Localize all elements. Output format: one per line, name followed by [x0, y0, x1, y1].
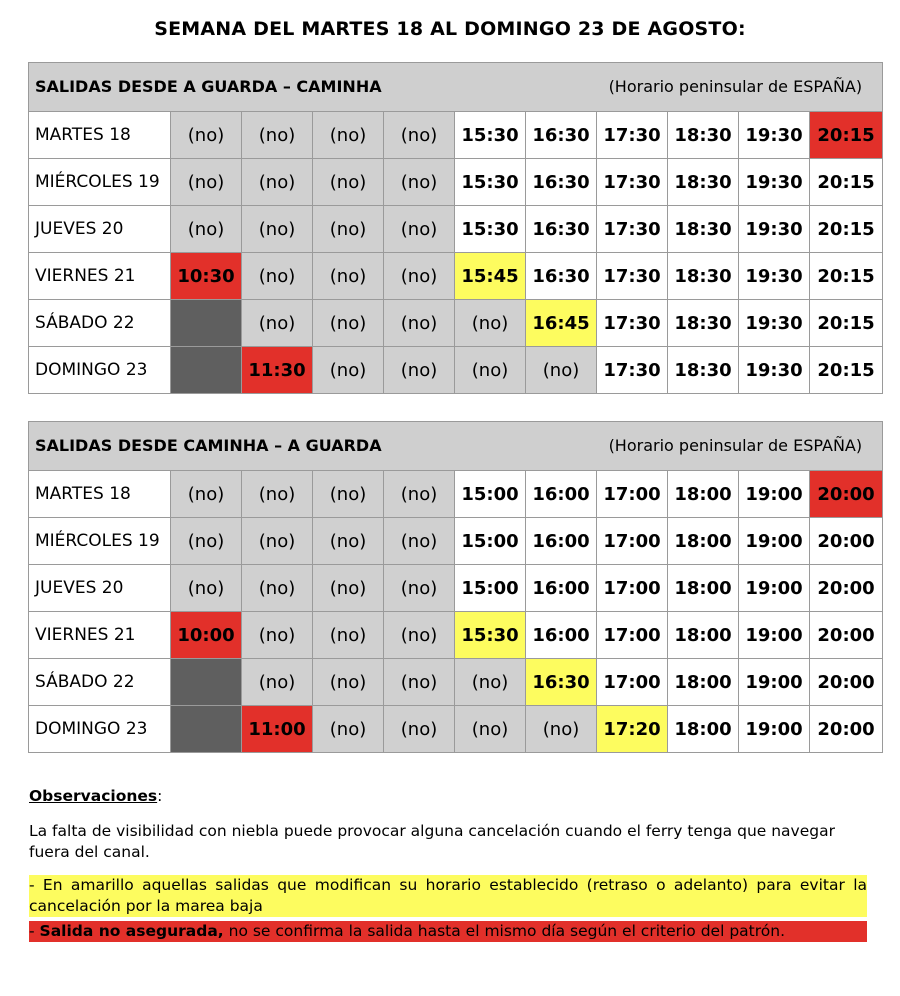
day-label: JUEVES 20: [29, 206, 171, 253]
departure-cell: (no): [171, 471, 242, 518]
departure-cell: 19:30: [739, 253, 810, 300]
departure-cell: 20:00: [810, 518, 883, 565]
observations-paragraph: La falta de visibilidad con niebla puede provocar alguna cancelación cuando el ferry tenga que navegar fuera del canal.: [29, 822, 835, 861]
departure-cell: 17:00: [597, 565, 668, 612]
table-row: [29, 518, 883, 565]
departure-cell: 19:30: [739, 206, 810, 253]
departure-cell: (no): [384, 206, 455, 253]
departure-cell: 20:15: [810, 206, 883, 253]
departure-cell: (no): [384, 253, 455, 300]
day-label: VIERNES 21: [29, 253, 171, 300]
departure-cell: (no): [384, 347, 455, 394]
departure-cell: 19:30: [739, 347, 810, 394]
departure-cell: (no): [455, 706, 526, 753]
departure-cell: (no): [384, 659, 455, 706]
departure-cell: 20:00: [810, 471, 883, 518]
departure-cell: 16:30: [526, 112, 597, 159]
departure-cell: 19:30: [739, 159, 810, 206]
departure-cell: 18:30: [668, 300, 739, 347]
departure-cell: 11:30: [242, 347, 313, 394]
departure-cell: (no): [242, 159, 313, 206]
departure-cell: (no): [384, 565, 455, 612]
departure-cell: 18:30: [668, 159, 739, 206]
day-label: DOMINGO 23: [29, 347, 171, 394]
departure-cell: (no): [242, 112, 313, 159]
departure-cell: (no): [171, 159, 242, 206]
departure-cell: (no): [313, 159, 384, 206]
departure-cell: (no): [242, 300, 313, 347]
departure-cell: (no): [526, 706, 597, 753]
observations-title: Observaciones: [29, 787, 158, 805]
departure-cell: (no): [313, 471, 384, 518]
day-label: JUEVES 20: [29, 565, 171, 612]
departure-cell: (no): [242, 565, 313, 612]
table-header: [29, 63, 883, 112]
departure-cell: (no): [384, 471, 455, 518]
departure-cell: (no): [384, 518, 455, 565]
departure-cell: (no): [313, 112, 384, 159]
departure-cell: 17:30: [597, 159, 668, 206]
departure-cell: 20:00: [810, 612, 883, 659]
departure-cell: 15:45: [455, 253, 526, 300]
table-row: [29, 347, 883, 394]
departure-cell: (no): [242, 206, 313, 253]
departure-cell: (no): [313, 659, 384, 706]
table-row: [29, 471, 883, 518]
table-row: [29, 659, 883, 706]
departure-cell: 18:30: [668, 206, 739, 253]
table-row: [29, 159, 883, 206]
departure-cell: 20:15: [810, 300, 883, 347]
departure-cell: 19:00: [739, 565, 810, 612]
departure-cell: 15:30: [455, 112, 526, 159]
day-label: DOMINGO 23: [29, 706, 171, 753]
departure-cell: 16:30: [526, 159, 597, 206]
departure-cell: 20:15: [810, 159, 883, 206]
departure-cell: 20:00: [810, 565, 883, 612]
schedule-table-caminha-guarda: [28, 421, 883, 753]
blocked-cell: [171, 659, 242, 706]
departure-cell: 16:30: [526, 253, 597, 300]
departure-cell: (no): [384, 159, 455, 206]
departure-cell: 15:00: [455, 565, 526, 612]
departure-cell: 19:00: [739, 612, 810, 659]
departure-cell: 17:00: [597, 659, 668, 706]
departure-cell: (no): [384, 112, 455, 159]
departure-cell: (no): [171, 206, 242, 253]
departure-cell: 16:00: [526, 471, 597, 518]
yellow-note: - En amarillo aquellas salidas que modifican su horario establecido (retraso o adelanto) para evitar la cancelación por la marea baja: [29, 876, 867, 915]
departure-cell: (no): [455, 347, 526, 394]
departure-cell: 18:00: [668, 612, 739, 659]
departure-cell: 19:00: [739, 706, 810, 753]
table-header-title: SALIDAS DESDE A GUARDA – CAMINHA: [35, 77, 382, 96]
departure-cell: (no): [242, 518, 313, 565]
departure-cell: 15:30: [455, 159, 526, 206]
departure-cell: (no): [171, 112, 242, 159]
departure-cell: (no): [384, 706, 455, 753]
red-note-prefix: -: [29, 922, 40, 940]
day-label: VIERNES 21: [29, 612, 171, 659]
departure-cell: (no): [384, 612, 455, 659]
departure-cell: (no): [313, 565, 384, 612]
departure-cell: 17:30: [597, 347, 668, 394]
departure-cell: 17:20: [597, 706, 668, 753]
departure-cell: 10:30: [171, 253, 242, 300]
table-row: [29, 612, 883, 659]
departure-cell: 20:15: [810, 112, 883, 159]
departure-cell: 17:00: [597, 612, 668, 659]
departure-cell: 18:00: [668, 659, 739, 706]
departure-cell: (no): [313, 706, 384, 753]
departure-cell: 18:00: [668, 471, 739, 518]
departure-cell: (no): [313, 300, 384, 347]
table-header-title: SALIDAS DESDE CAMINHA – A GUARDA: [35, 436, 382, 455]
departure-cell: 16:00: [526, 565, 597, 612]
departure-cell: 17:00: [597, 518, 668, 565]
day-label: SÁBADO 22: [29, 659, 171, 706]
departure-cell: 17:00: [597, 471, 668, 518]
departure-cell: 17:30: [597, 300, 668, 347]
departure-cell: 20:00: [810, 706, 883, 753]
departure-cell: 18:30: [668, 112, 739, 159]
table-header-note: (Horario peninsular de ESPAÑA): [608, 436, 863, 455]
departure-cell: 18:00: [668, 706, 739, 753]
page-title: SEMANA DEL MARTES 18 AL DOMINGO 23 DE AGOSTO:: [154, 18, 746, 40]
departure-cell: 19:00: [739, 518, 810, 565]
departure-cell: 11:00: [242, 706, 313, 753]
departure-cell: 18:00: [668, 565, 739, 612]
departure-cell: (no): [313, 206, 384, 253]
day-label: MARTES 18: [29, 471, 171, 518]
departure-cell: 16:00: [526, 518, 597, 565]
table-row: [29, 253, 883, 300]
departure-cell: 15:30: [455, 206, 526, 253]
observations-title-colon: :: [157, 787, 163, 805]
departure-cell: 17:30: [597, 112, 668, 159]
departure-cell: 10:00: [171, 612, 242, 659]
departure-cell: (no): [313, 253, 384, 300]
departure-cell: (no): [242, 659, 313, 706]
departure-cell: 15:00: [455, 518, 526, 565]
day-label: MIÉRCOLES 19: [29, 159, 171, 206]
departure-cell: 16:45: [526, 300, 597, 347]
departure-cell: 17:30: [597, 253, 668, 300]
observations-section: [29, 786, 867, 942]
red-note: [29, 921, 867, 942]
departure-cell: 15:00: [455, 471, 526, 518]
departure-cell: (no): [313, 518, 384, 565]
day-label: SÁBADO 22: [29, 300, 171, 347]
departure-cell: (no): [171, 518, 242, 565]
blocked-cell: [171, 300, 242, 347]
table-header: [29, 422, 883, 471]
departure-cell: (no): [313, 347, 384, 394]
departure-cell: (no): [242, 253, 313, 300]
departure-cell: (no): [313, 612, 384, 659]
departure-cell: 18:00: [668, 518, 739, 565]
departure-cell: 18:30: [668, 347, 739, 394]
table-row: [29, 565, 883, 612]
departure-cell: (no): [242, 612, 313, 659]
table-row: [29, 706, 883, 753]
departure-cell: 20:00: [810, 659, 883, 706]
departure-cell: 19:00: [739, 471, 810, 518]
departure-cell: 15:30: [455, 612, 526, 659]
departure-cell: 18:30: [668, 253, 739, 300]
departure-cell: 16:30: [526, 659, 597, 706]
table-row: [29, 206, 883, 253]
departure-cell: (no): [455, 659, 526, 706]
departure-cell: 20:15: [810, 253, 883, 300]
schedule-table-guarda-caminha: [28, 62, 883, 394]
departure-cell: (no): [242, 471, 313, 518]
day-label: MIÉRCOLES 19: [29, 518, 171, 565]
blocked-cell: [171, 347, 242, 394]
red-note-rest: no se confirma la salida hasta el mismo día según el criterio del patrón.: [223, 922, 786, 940]
red-note-bold: Salida no asegurada,: [39, 922, 224, 940]
departure-cell: 17:30: [597, 206, 668, 253]
table-header-note: (Horario peninsular de ESPAÑA): [608, 77, 863, 96]
departure-cell: (no): [384, 300, 455, 347]
departure-cell: (no): [171, 565, 242, 612]
departure-cell: 19:30: [739, 300, 810, 347]
table-row: [29, 112, 883, 159]
departure-cell: 20:15: [810, 347, 883, 394]
departure-cell: 16:30: [526, 206, 597, 253]
departure-cell: (no): [526, 347, 597, 394]
departure-cell: 19:30: [739, 112, 810, 159]
departure-cell: 19:00: [739, 659, 810, 706]
departure-cell: (no): [455, 300, 526, 347]
departure-cell: 16:00: [526, 612, 597, 659]
day-label: MARTES 18: [29, 112, 171, 159]
table-row: [29, 300, 883, 347]
blocked-cell: [171, 706, 242, 753]
